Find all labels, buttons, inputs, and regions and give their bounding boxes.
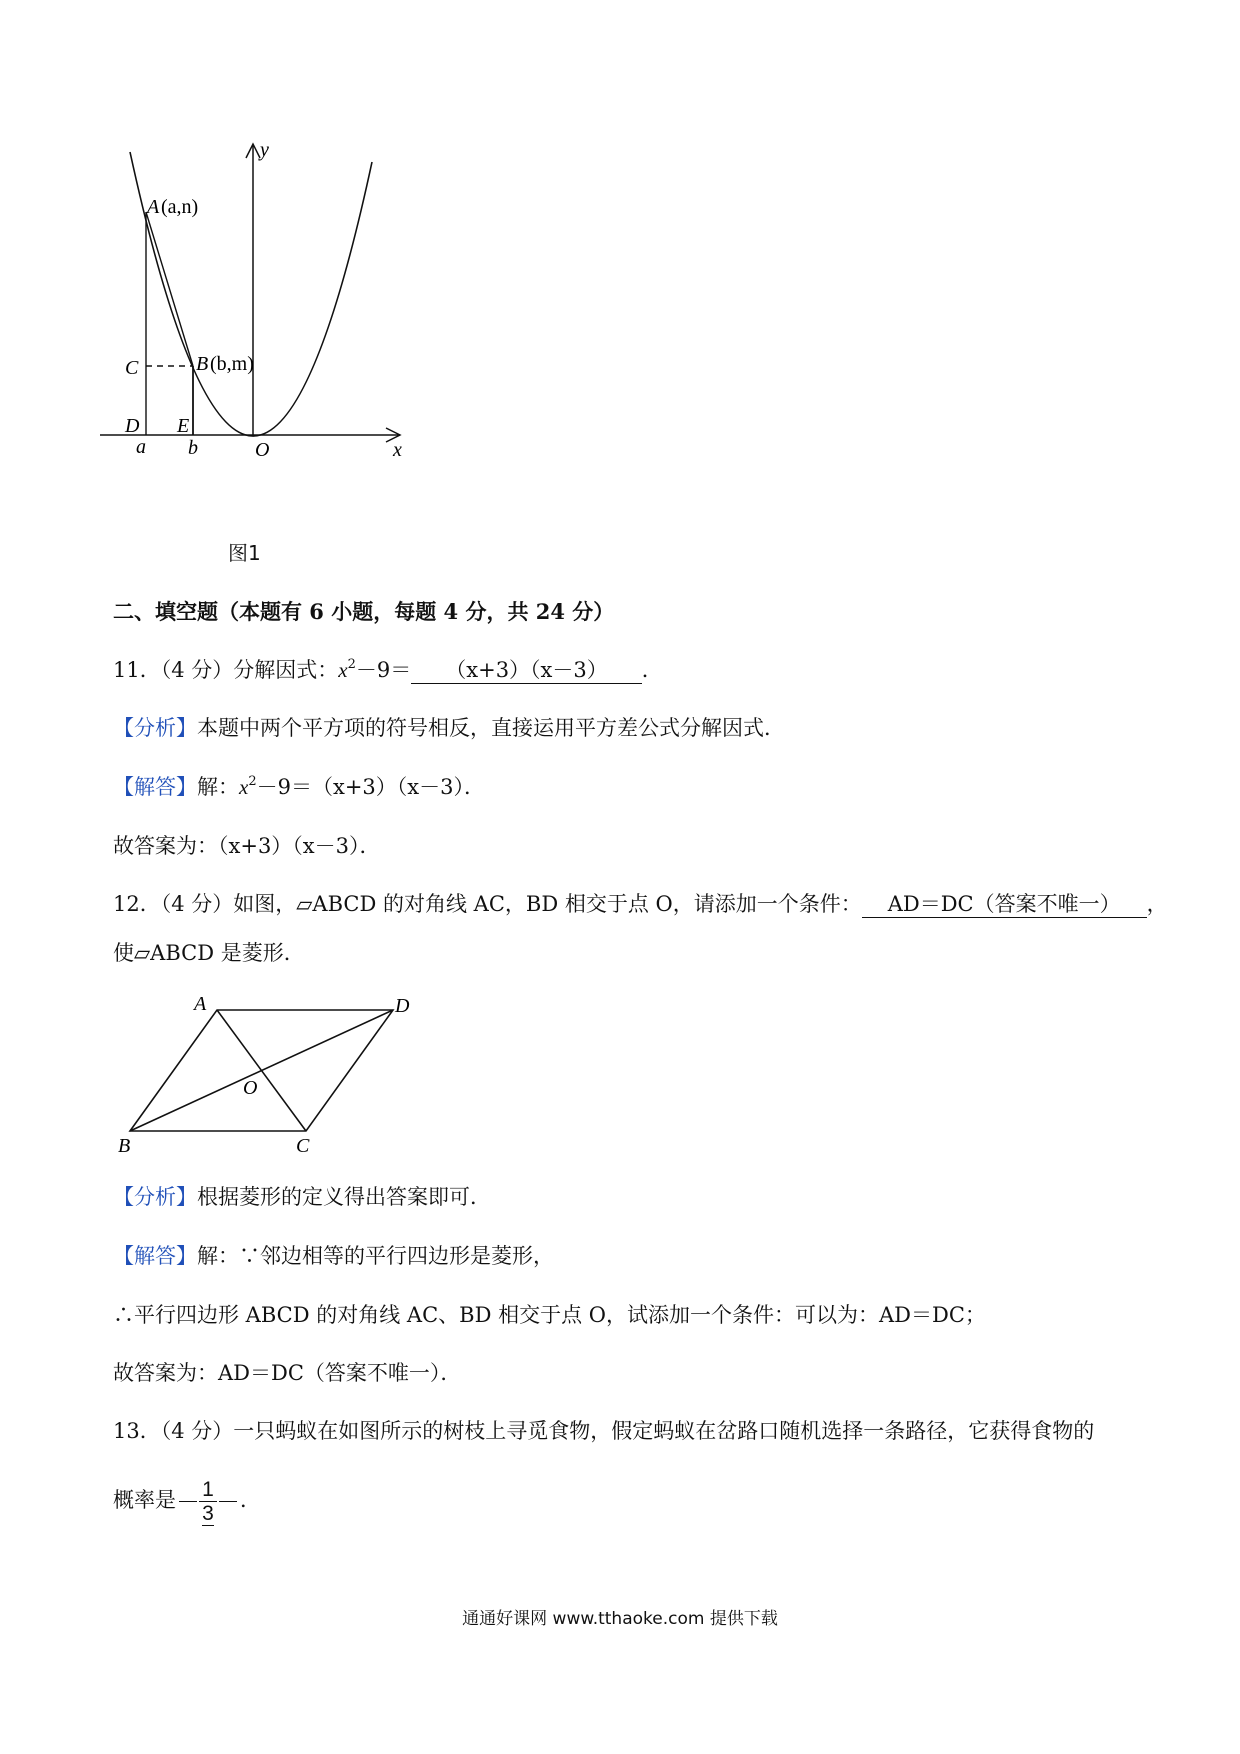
q13-answer-blank <box>176 1478 240 1526</box>
q11-solution-rest: －9＝（x+3）（x－3）． <box>256 775 485 799</box>
q11-expr-rest: －9＝ <box>355 658 412 682</box>
q11-question <box>113 655 663 685</box>
label-b-point: B <box>196 353 209 375</box>
q12-answer-blank: AD＝DC（答案不唯一） <box>862 891 1147 918</box>
label-c: C <box>125 357 139 379</box>
q12-solution <box>113 1241 554 1271</box>
chord-ab <box>146 212 193 366</box>
label-y: y <box>260 140 269 161</box>
q11-expr-base: x <box>338 658 348 682</box>
q11-analysis-text: 本题中两个平方项的符号相反，直接运用平方差公式分解因式． <box>197 716 785 740</box>
q12-analysis-tag: 【分析】 <box>113 1185 197 1209</box>
q13-answer-fraction <box>199 1478 217 1526</box>
q11-answer-blank: （x+3）（x－3） <box>411 657 642 684</box>
q11-final: 故答案为：（x+3）（x－3）． <box>113 834 381 858</box>
label-o: O <box>243 1077 258 1099</box>
q11-solution-exp: 2 <box>248 774 257 789</box>
q12-line1-prefix: 12．（4 分）如图，▱ABCD 的对角线 AC，BD 相交于点 O，请添加一个条件： <box>113 892 862 916</box>
q11-prefix: 11．（4 分）分解因式： <box>113 658 339 682</box>
parabola-curve <box>130 152 372 436</box>
q11-solution-prefix: 解： <box>197 775 239 799</box>
label-b: B <box>118 1135 131 1155</box>
diagonal-bd <box>130 1010 393 1131</box>
label-a-point: A <box>147 196 160 218</box>
q11-expr-exp: 2 <box>347 657 356 672</box>
label-x: x <box>393 439 402 461</box>
q11-solution-tag: 【解答】 <box>113 775 197 799</box>
label-d: D <box>395 995 410 1017</box>
q12-analysis-text: 根据菱形的定义得出答案即可． <box>197 1185 491 1209</box>
label-origin: O <box>255 439 270 461</box>
label-a-tick: a <box>136 436 146 458</box>
label-b-tick: b <box>188 437 198 459</box>
q13-answer-denominator: 3 <box>202 1501 214 1525</box>
page-footer: 通通好课网 www.tthaoke.com 提供下载 <box>462 1609 778 1629</box>
q12-line2: 使▱ABCD 是菱形． <box>113 941 305 965</box>
q12-solution-tag: 【解答】 <box>113 1244 197 1268</box>
q13-line2 <box>113 1470 261 1530</box>
q13-line1: 13．（4 分）一只蚂蚁在如图所示的树枝上寻觅食物，假定蚂蚁在岔路口随机选择一条路径，它获得食物的 <box>113 1419 1095 1443</box>
q11-solution <box>113 772 485 802</box>
label-e: E <box>177 415 190 437</box>
label-a-coord: (a,n) <box>161 196 199 218</box>
q12-line1-end: ， <box>1146 892 1168 916</box>
q11-analysis <box>113 713 785 743</box>
q12-solution-text: 解：∵邻边相等的平行四边形是菱形， <box>197 1244 554 1268</box>
q12-question <box>113 889 1168 919</box>
q11-analysis-tag: 【分析】 <box>113 716 197 740</box>
q13-line2-prefix: 概率是 <box>113 1488 176 1512</box>
q11-solution-base: x <box>239 775 249 799</box>
section2-title: 二、填空题（本题有 6 小题，每题 4 分，共 24 分） <box>113 599 615 624</box>
parallelogram-figure <box>110 990 430 1155</box>
label-d: D <box>125 415 140 437</box>
label-b-coord: (b,m) <box>210 353 254 375</box>
q13-answer-numerator: 1 <box>202 1477 214 1501</box>
label-c: C <box>296 1135 310 1155</box>
q12-final: 故答案为：AD＝DC（答案不唯一）． <box>113 1361 462 1385</box>
q12-therefore: ∴平行四边形 ABCD 的对角线 AC、BD 相交于点 O，试添加一个条件：可以为：AD＝DC； <box>113 1303 986 1327</box>
figure1-caption: 图1 <box>228 541 261 565</box>
parabola-figure <box>100 140 460 470</box>
q12-analysis <box>113 1182 491 1212</box>
label-a: A <box>194 993 207 1015</box>
q11-end: ． <box>641 658 663 682</box>
q13-line2-end: ． <box>240 1488 261 1512</box>
